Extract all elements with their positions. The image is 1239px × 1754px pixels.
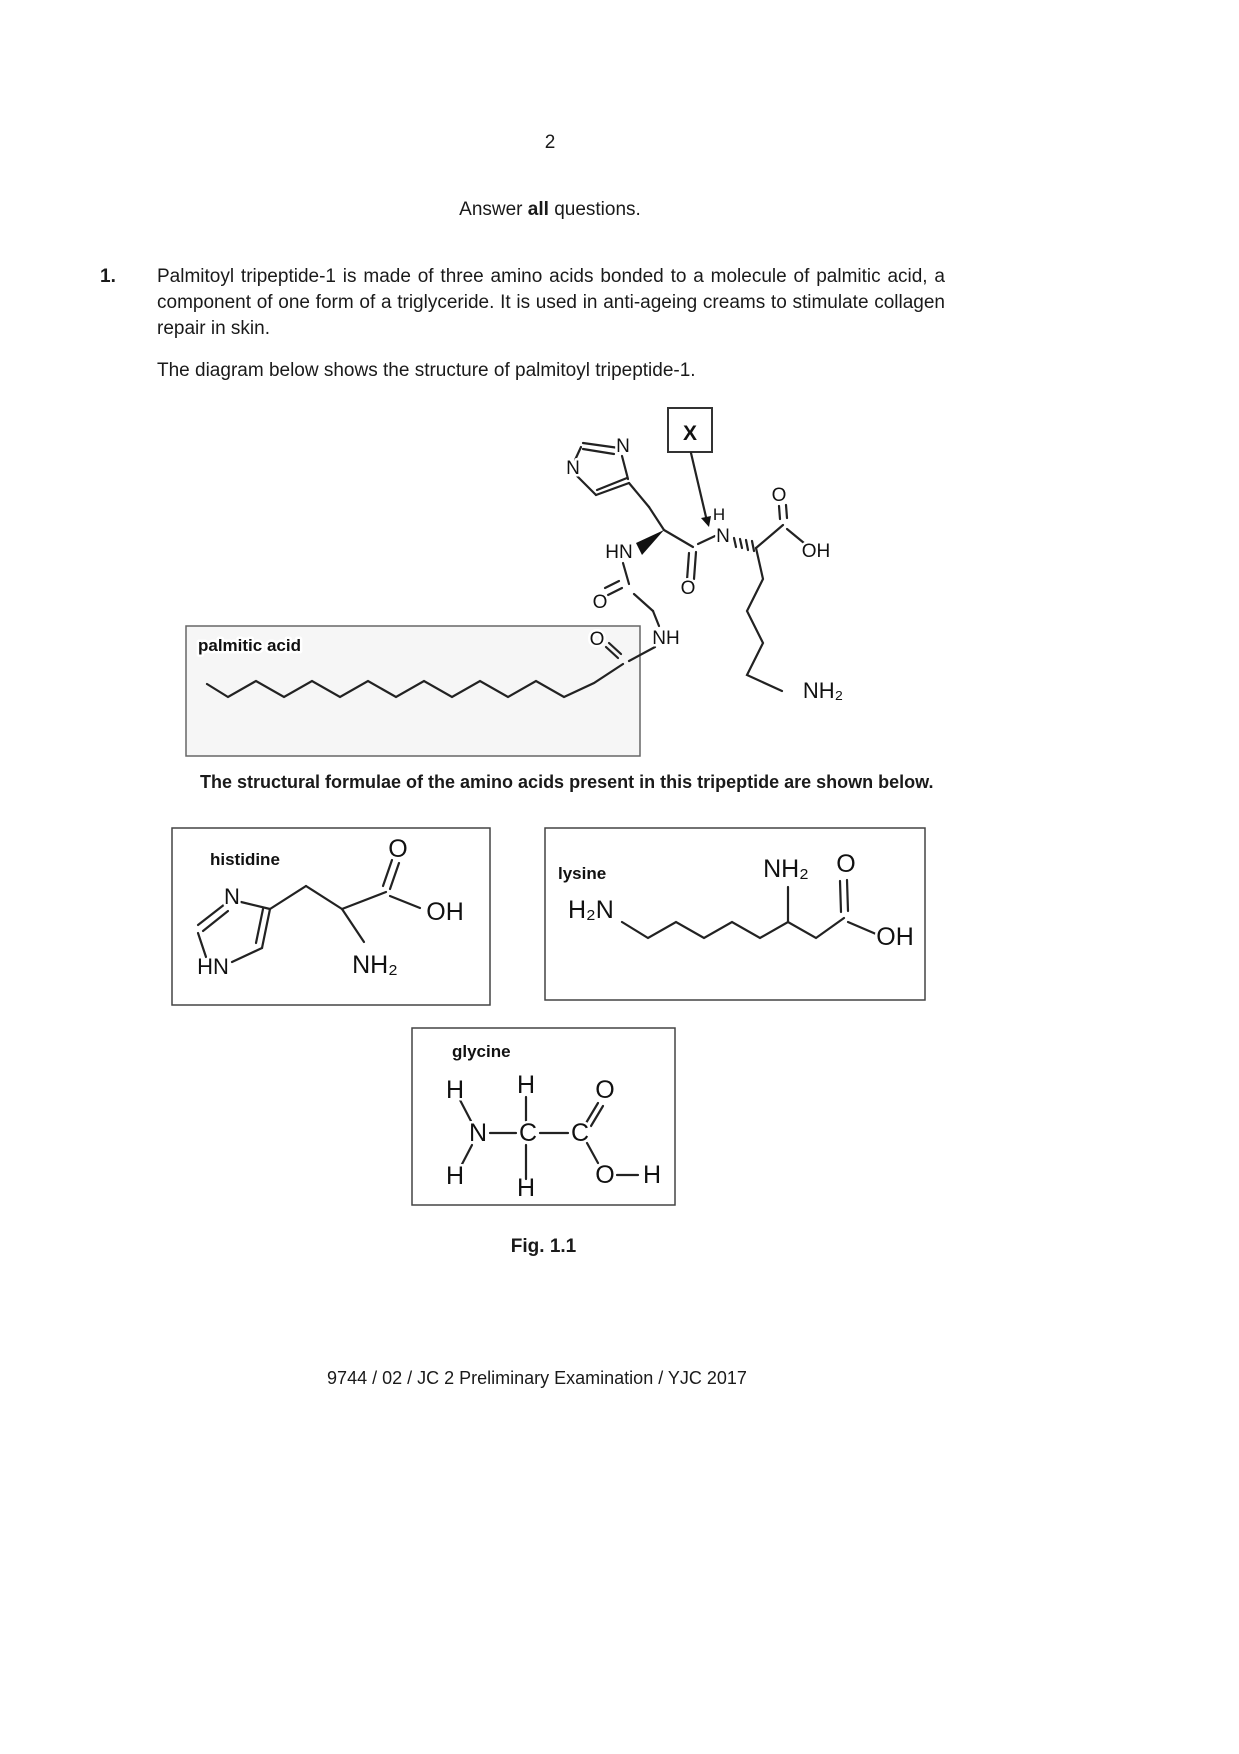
x-substituent-label: X — [682, 422, 698, 445]
palmitic-o-label: O — [589, 629, 605, 650]
palmitic-acid-label: palmitic acid — [198, 636, 301, 655]
hn-label: HN — [605, 542, 633, 563]
lysine-oh-label: OH — [876, 923, 914, 951]
glycine-h-top-label: H — [516, 1071, 536, 1099]
glycine-n-label: N — [468, 1119, 488, 1147]
peptide-n-label: N — [716, 526, 730, 547]
ring-n-top-label: N — [616, 436, 630, 457]
peptide-h-label: H — [712, 505, 726, 524]
glycine-h-topleft-label: H — [445, 1076, 465, 1104]
lysine-oh-label: OH — [801, 541, 831, 562]
glycine-h-right-label: H — [642, 1161, 662, 1189]
question-diagram-note: The diagram below shows the structure of palmitoyl tripeptide-1. — [157, 360, 696, 381]
question-intro: Palmitoyl tripeptide-1 is made of three amino acids bonded to a molecule of palmitic acid, a component of one form of a triglyceride. It is used in anti-ageing creams to stimulate collagen repair in skin. — [157, 266, 945, 339]
glycine-title: glycine — [452, 1042, 511, 1061]
histidine-nh2-label: NH₂ — [352, 951, 398, 979]
instruction-line — [50, 197, 1050, 223]
lysine-title: lysine — [558, 864, 607, 883]
chemical-structures-figure — [170, 395, 940, 1215]
histidine-title: histidine — [210, 850, 280, 869]
histidine-hn-label: HN — [197, 954, 229, 979]
ring-n-left-label: N — [566, 458, 580, 479]
figure-caption: Fig. 1.1 — [510, 1236, 577, 1257]
x-arrow — [691, 453, 711, 527]
glycine-h-bottomleft-label: H — [445, 1162, 465, 1190]
stereo-wedge-bond — [636, 530, 664, 555]
histidine-o-label: O — [680, 578, 696, 599]
histidine-oh-label: OH — [426, 898, 464, 926]
page-number: 2 — [544, 132, 556, 153]
lysine-o-label: O — [771, 485, 787, 506]
glycine-o-label: O — [592, 592, 608, 613]
glycine-c2-label: C — [570, 1119, 590, 1147]
glycine-c1-label: C — [518, 1119, 538, 1147]
glycine-o-bottom-label: O — [595, 1161, 615, 1189]
question-number: 1. — [100, 266, 116, 287]
histidine-n-label: N — [224, 884, 240, 909]
instruction-suffix: questions. — [548, 199, 641, 220]
lysine-carbonyl-o-label: O — [836, 850, 856, 878]
lysine-h2n-label: H₂N — [568, 896, 614, 924]
instruction-prefix: Answer — [459, 199, 528, 220]
glycine-h-bottom-label: H — [516, 1174, 536, 1202]
glycine-o-top-label: O — [595, 1076, 615, 1104]
lysine-nh2-label: NH₂ — [802, 678, 844, 703]
question-formulae-note: The structural formulae of the amino acids present in this tripeptide are shown below. — [200, 772, 934, 792]
instruction-bold: all — [527, 199, 549, 220]
lysine-nh2-side-label: NH₂ — [763, 855, 809, 883]
page-footer: 9744 / 02 / JC 2 Preliminary Examination / YJC 2017 — [327, 1368, 747, 1388]
histidine-o-label: O — [388, 835, 408, 863]
glycine-nh-label: NH — [652, 628, 680, 649]
